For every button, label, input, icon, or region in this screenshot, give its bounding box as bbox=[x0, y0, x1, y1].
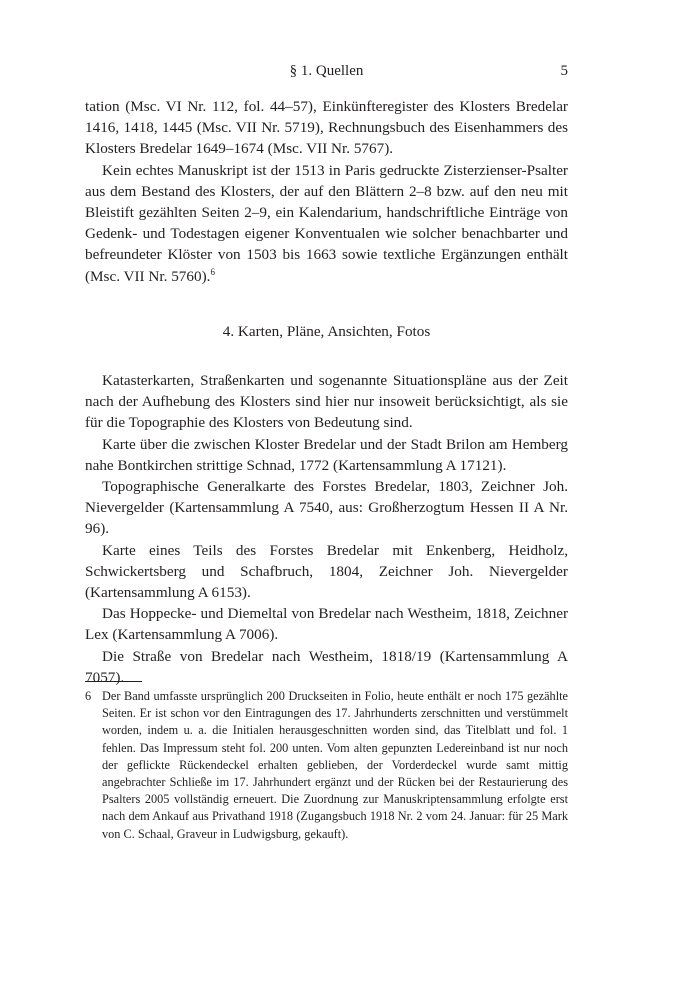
paragraph bbox=[85, 160, 568, 287]
paragraph: tation (Msc. VI Nr. 112, fol. 44–57), Einkünfteregister des Klosters Bredelar 1416, 1418, 1445 (Msc. VII Nr. 5719), Rechnungsbuch des Eisenhammers des Klosters Bredelar 1649–1674 (Msc. VII Nr. 5767). bbox=[85, 98, 568, 158]
paragraph: Katasterkarten, Straßenkarten und sogenannte Situationspläne aus der Zeit nach der Aufhebung des Klosters sind hier nur insoweit berücksichtigt, als sie für die Topographie des Klosters von Bedeutung sind. bbox=[85, 372, 568, 432]
footnote-text: Der Band umfasste ursprünglich 200 Druckseiten in Folio, heute enthält er noch 175 gezählte Seiten. Er ist schon vor den Eintragungen des 17. Jahrhunderts zerschnitten und verstümmelt worden, indem u. a. die Initialen herausgeschnitten worden sind, das Titelblatt und fol. 1 fehlen. Das Impressum steht fol. 200 unten. Vom alten gepunzten Ledereinband ist nur noch der geflickte Rückendeckel erhalten geblieben, der Vorderdeckel wurde samt mittig angebrachter Schließe im 17. Jahrhundert ergänzt und der Rücken bei der Restaurierung des Psalters 2005 vollständig erneuert. Die Zuordnung zur Manuskriptensammlung erfolgte erst nach dem Ankauf aus Privathand 1918 (Zugangsbuch 1918 Nr. 2 vom 24. Januar: für 25 Mark von C. Schaal, Graveur in Ludwigsburg, gekauft). bbox=[102, 689, 568, 841]
running-title: § 1. Quellen bbox=[289, 63, 364, 79]
footnote-number: 6 bbox=[85, 689, 92, 703]
paragraph: Karte über die zwischen Kloster Bredelar und der Stadt Brilon am Hemberg nahe Bontkirchen strittige Schnad, 1772 (Kartensammlung A 17121). bbox=[85, 435, 568, 474]
paragraph: Die Straße von Bredelar nach Westheim, 1818/19 (Kartensammlung A 7057). bbox=[85, 647, 568, 686]
section-heading: 4. Karten, Pläne, Ansichten, Fotos bbox=[222, 322, 431, 340]
footnote-divider bbox=[85, 681, 142, 682]
main-text bbox=[85, 96, 568, 688]
paragraph: Topographische Generalkarte des Forstes Bredelar, 1803, Zeichner Joh. Nievergelder (Kartensammlung A 7540, aus: Großherzogtum Hessen II A Nr. 96). bbox=[85, 478, 568, 538]
footnote bbox=[85, 688, 568, 843]
paragraph: Das Hoppecke- und Diemeltal von Bredelar nach Westheim, 1818, Zeichner Lex (Kartensammlung A 7006). bbox=[85, 605, 568, 644]
page-header bbox=[85, 63, 568, 83]
footnote-reference[interactable]: 6 bbox=[210, 266, 215, 277]
page-number: 5 bbox=[560, 63, 568, 79]
paragraph: Karte eines Teils des Forstes Bredelar mit Enkenberg, Heidholz, Schwickertsberg und Schafbruch, 1804, Zeichner Joh. Nievergelder (Kartensammlung A 6153). bbox=[85, 541, 568, 602]
paragraph-text: Kein echtes Manuskript ist der 1513 in Paris gedruckte Zisterzienser-Psalter aus dem Bestand des Klosters, der auf den Blättern 2–8 bzw. auf den neu mit Bleistift gezählten Seiten 2–9, ein Kalendarium, handschriftliche Einträge von Gedenk- und Todestagen eigener Konventualen wie solcher benachbarter und befreundeter Klöster von 1503 bis 1663 sowie textliche Ergänzungen enthält (Msc. VII Nr. 5760). bbox=[85, 161, 568, 285]
